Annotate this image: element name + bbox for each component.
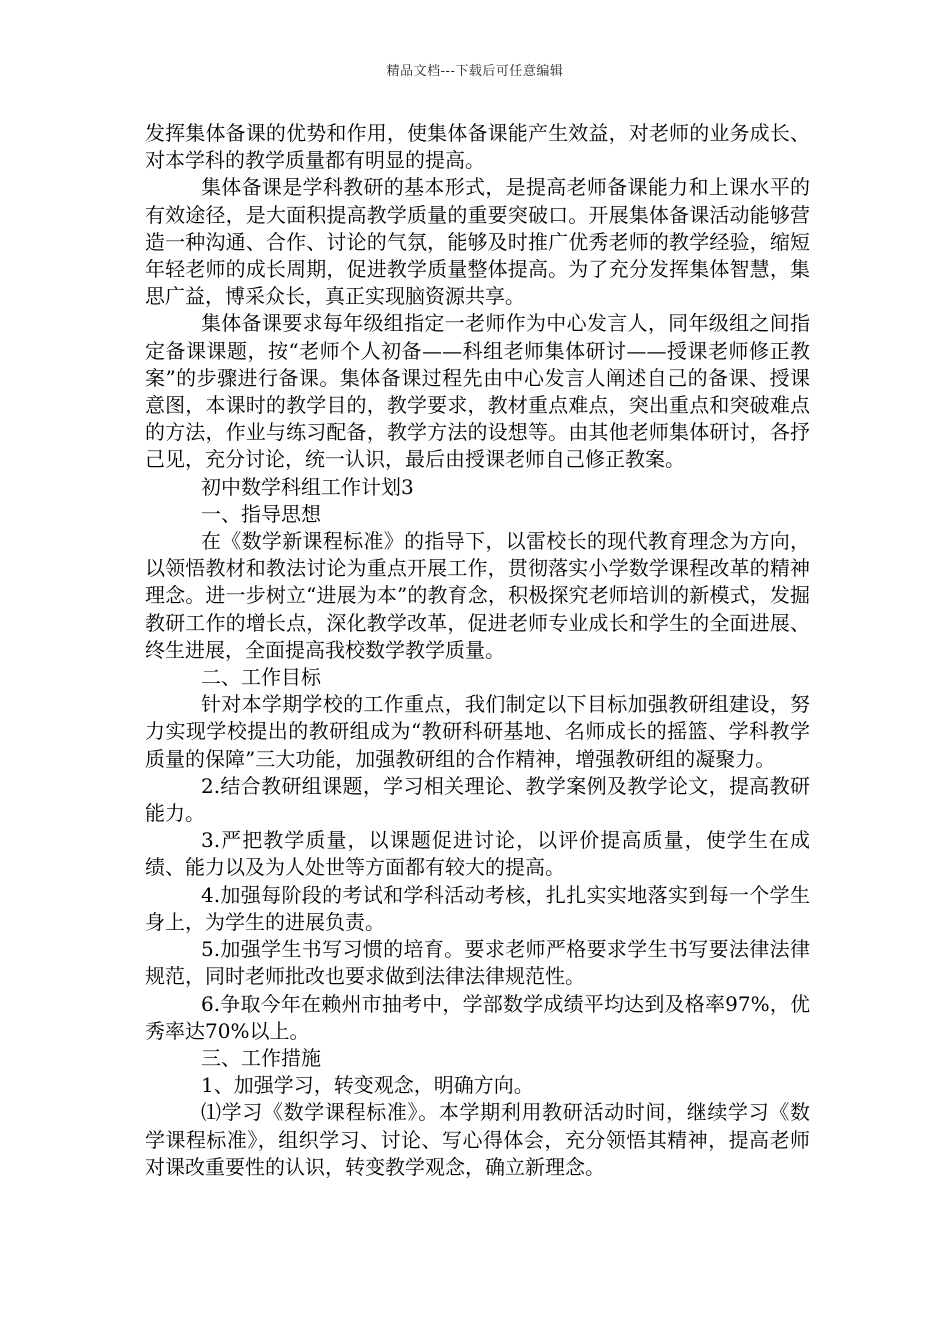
document-body xyxy=(145,120,810,1181)
paragraph: 集体备课要求每年级组指定一老师作为中心发言人，同年级组之间指定备课课题，按“老师个人初备——科组老师集体研讨——授课老师修正教案”的步骤进行备课。集体备课过程先由中心发言人阐述自己的备课、授课意图，本课时的教学目的，教学要求，教材重点难点，突出重点和突破难点的方法，作业与练习配备，教学方法的设想等。由其他老师集体研讨，各抒己见，充分讨论，统一认识，最后由授课老师自己修正教案。 xyxy=(145,311,810,472)
subsection-heading: 1、加强学习，转变观念，明确方向。 xyxy=(201,1073,534,1098)
section-heading: 三、工作措施 xyxy=(201,1045,321,1070)
section-heading: 二、工作目标 xyxy=(201,665,321,690)
paragraph: 针对本学期学校的工作重点，我们制定以下目标加强教研组建设，努力实现学校提出的教研组成为“教研科研基地、名师成长的摇篮、学科教学质量的保障”三大功能，加强教研组的合作精神，增强教研组的凝聚力。 xyxy=(145,692,810,771)
paragraph: ⑴学习《数学课程标准》。本学期利用教研活动时间，继续学习《数学课程标准》，组织学习、讨论、写心得体会，充分领悟其精神，提高老师对课改重要性的认识，转变教学观念，确立新理念。 xyxy=(145,1100,810,1179)
paragraph: 在《数学新课程标准》的指导下，以雷校长的现代教育理念为方向，以领悟教材和教法讨论为重点开展工作，贯彻落实小学数学课程改革的精神理念。进一步树立“进展为本”的教育念，积极探究老师培训的新模式，发掘教研工作的增长点，深化教学改革，促进老师专业成长和学生的全面进展、终生进展，全面提高我校数学教学质量。 xyxy=(145,529,810,662)
paragraph: 集体备课是学科教研的基本形式，是提高老师备课能力和上课水平的有效途径，是大面积提高教学质量的重要突破口。开展集体备课活动能够营造一种沟通、合作、讨论的气氛，能够及时推广优秀老师的教学经验，缩短年轻老师的成长周期，促进教学质量整体提高。为了充分发挥集体智慧，集思广益，博采众长，真正实现脑资源共享。 xyxy=(145,175,810,309)
paragraph: 发挥集体备课的优势和作用，使集体备课能产生效益，对老师的业务成长、对本学科的教学质量都有明显的提高。 xyxy=(145,121,810,173)
list-item: 5.加强学生书写习惯的培育。要求老师严格要求学生书写要法律法律规范，同时老师批改也要求做到法律法律规范性。 xyxy=(145,937,810,989)
section-title: 初中数学科组工作计划3 xyxy=(201,474,414,499)
page-header: 精品文档---下载后可任意编辑 xyxy=(386,64,564,79)
list-item: 2.结合教研组课题，学习相关理论、教学案例及教学论文，提高教研能力。 xyxy=(145,773,810,826)
list-item: 6.争取今年在赖州市抽考中，学部数学成绩平均达到及格率97%，优秀率达70%以上。 xyxy=(145,991,810,1043)
list-item: 4.加强每阶段的考试和学科活动考核，扎扎实实地落实到每一个学生身上，为学生的进展负责。 xyxy=(145,882,810,934)
list-item: 3.严把教学质量，以课题促进讨论，以评价提高质量，使学生在成绩、能力以及为人处世等方面都有较大的提高。 xyxy=(145,828,810,880)
section-heading: 一、指导思想 xyxy=(201,501,321,526)
